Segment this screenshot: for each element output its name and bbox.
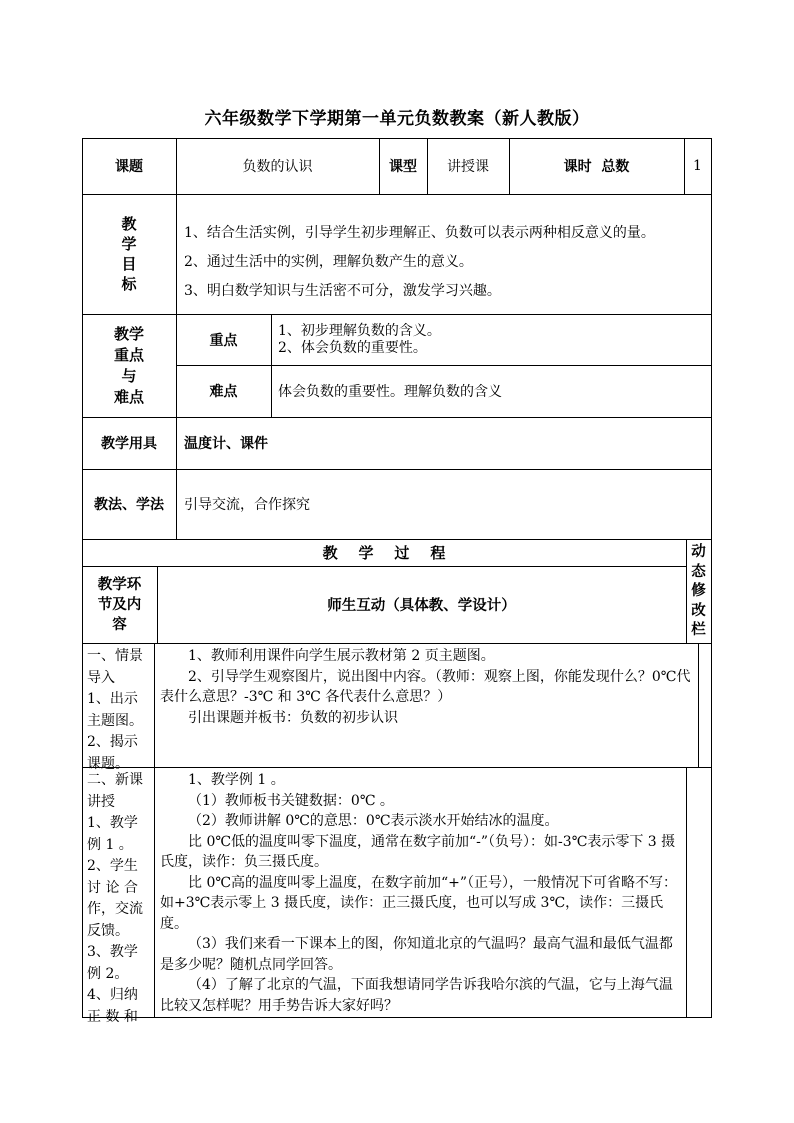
outline-line: 正 数 和 [87,1008,138,1025]
outline-line: 2、学生 [87,858,138,874]
type-label: 课型 [389,159,417,175]
content-paragraph: 引出课题并板书：负数的初步认识 [188,709,398,726]
period-value: 1 [693,158,702,174]
topic-label: 课题 [115,159,143,175]
outline-line: 2、揭示 [87,734,138,750]
outline-line: 一、情景 [87,648,143,664]
outline-line: 二、新课 [87,772,143,788]
content-paragraph: （1）教师板书关键数据：0℃ 。 [188,792,394,809]
objectives-label [82,194,176,314]
label-char: 态 [691,562,706,580]
label-char: 栏 [691,621,706,639]
period-label: 课时 总数 [563,159,630,175]
document-title: 六年级数学下学期第一单元负数教案（新人教版） [204,109,590,129]
label-line: 容 [112,615,127,633]
outline-line: 主题图。 [87,712,143,729]
stage-column-label [82,566,157,643]
difficulty-label: 难点 [209,384,238,400]
label-char: 修 [691,582,706,600]
objective-item: 3、明白数学知识与生活密不可分，激发学习兴趣。 [184,283,501,299]
label-line: 教学 [113,324,144,343]
interaction-column-label: 师生互动（具体教、学设计） [327,597,516,614]
label-line: 难点 [113,387,144,406]
outline-line: 反馈。 [87,922,129,939]
outline-line: 3、教学 [87,944,138,960]
objective-item: 2、通过生活中的实例，理解负数产生的意义。 [184,254,473,270]
key-item: 1、初步理解负数的含义。 [278,323,441,339]
outline-line: 1、教学 [87,815,138,831]
key-items [278,323,708,357]
outline-line: 作，交流 [87,901,143,917]
process-heading: 教 学 过 程 [322,544,446,562]
label-char: 标 [121,275,137,293]
methods-label: 教法、学法 [94,497,164,513]
label-char: 动 [691,543,706,561]
label-line: 节及内 [97,595,142,613]
content-paragraph: 2、引导学生观察图片，说出图中内容。（教师：观察上图，你能发现什么？0℃代表什么意思？-3℃ 和 3℃ 各代表什么意思？） [160,668,691,705]
label-char: 目 [121,255,137,273]
tools-value: 温度计、课件 [184,436,268,452]
content-paragraph: 比 0℃高的温度叫零上温度，在数字前加“+”（正号），一般情况下可省略不写：如+3℃表示零上 3 摄氏度，读作：正三摄氏度，也可以写成 3℃，读作：三摄氏度。 [160,874,678,932]
outline-line: 课题。 [87,755,129,772]
type-value: 讲授课 [447,159,489,175]
tools-label: 教学用具 [101,436,157,452]
label-char: 改 [691,601,706,619]
difficulty-value: 体会负数的重要性。理解负数的含义 [278,384,502,400]
keypoints-label [82,314,176,417]
objective-item: 1、结合生活实例，引导学生初步理解正、负数可以表示两种相反意义的量。 [184,225,655,241]
content-paragraph: （2）教师讲解 0℃的意思：0℃表示淡水开始结冰的温度。 [188,813,559,829]
content-paragraph: 1、教师利用课件向学生展示教材第 2 页主题图。 [188,648,495,664]
label-line: 教学环 [97,575,142,593]
label-char: 学 [121,235,137,253]
content-paragraph: （3）我们来看一下课本上的图，你知道北京的气温吗？最高气温和最低气温都是多少呢？随机点同学回答。 [160,936,673,973]
stage2-content [160,770,684,1016]
methods-value: 引导交流，合作探究 [184,497,310,513]
stage2-outline [87,770,153,1028]
stage1-content [160,646,694,728]
content-paragraph: （4）了解了北京的气温，下面我想请同学告诉我哈尔滨的气温，它与上海气温比较又怎样呢？用手势告诉大家好吗？ [160,977,673,1014]
label-char: 教 [121,215,137,233]
outline-line: 例 2。 [87,965,129,982]
outline-line: 1、出示 [87,691,138,707]
outline-line: 讲授 [87,793,115,810]
revision-column-label [686,539,711,643]
key-label: 重点 [209,332,238,349]
outline-line: 导入 [87,669,115,686]
key-item: 2、体会负数的重要性。 [278,340,427,356]
outline-line: 4、归纳 [87,987,138,1003]
content-paragraph: 比 0℃低的温度叫零下温度，通常在数字前加“-”（负号）：如-3℃表示零下 3 摄氏度，读作：负三摄氏度。 [160,833,676,870]
objectives-list [184,222,712,309]
content-paragraph: 1、教学例 1 。 [188,772,285,788]
topic-value: 负数的认识 [242,159,313,175]
label-line: 与 [121,366,137,385]
outline-line: 讨 论 合 [87,879,138,896]
label-line: 重点 [113,345,144,364]
outline-line: 例 1 。 [87,836,133,853]
stage1-outline [87,646,153,775]
